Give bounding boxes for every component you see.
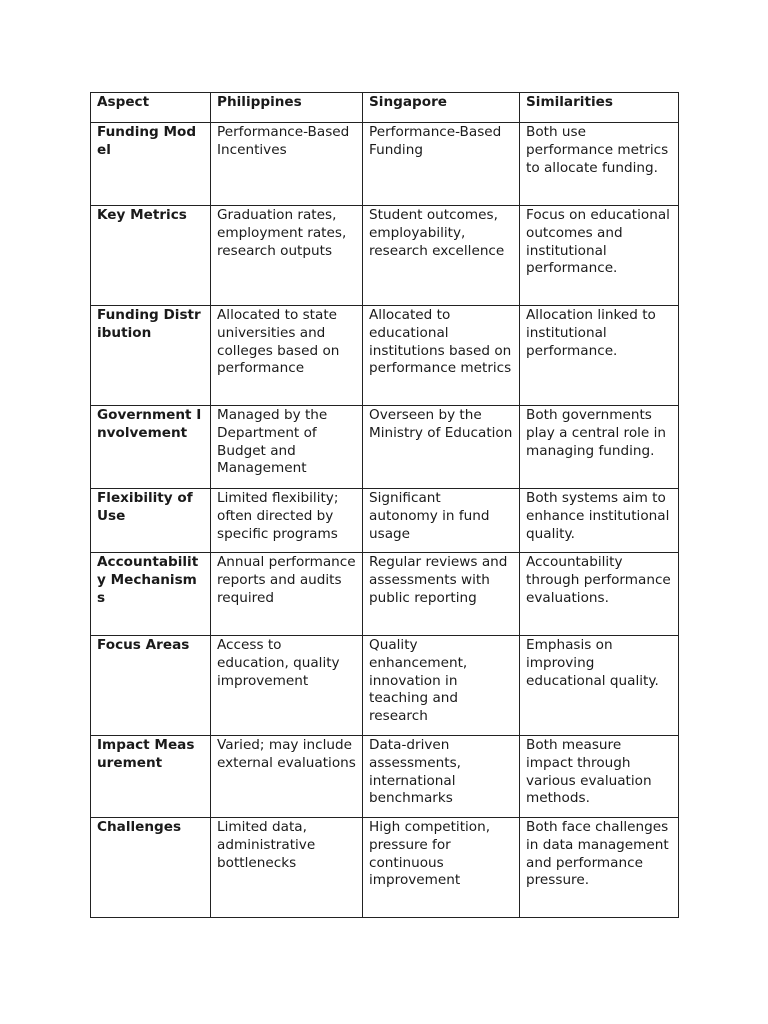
aspect-cell: Government Involvement [91, 406, 211, 489]
table-body [91, 123, 679, 918]
philippines-cell: Performance-Based Incentives [211, 123, 363, 206]
philippines-cell: Annual performance reports and audits required [211, 553, 363, 636]
singapore-cell: Student outcomes, employability, research excellence [363, 206, 520, 306]
header-cell-similarities: Similarities [520, 93, 679, 123]
aspect-cell: Impact Measurement [91, 736, 211, 818]
philippines-cell: Access to education, quality improvement [211, 636, 363, 736]
singapore-cell: Performance-Based Funding [363, 123, 520, 206]
similarities-cell: Both face challenges in data management and performance pressure. [520, 818, 679, 918]
table-row [91, 818, 679, 918]
singapore-cell: Quality enhancement, innovation in teaching and research [363, 636, 520, 736]
singapore-cell: High competition, pressure for continuous improvement [363, 818, 520, 918]
singapore-cell: Data-driven assessments, international benchmarks [363, 736, 520, 818]
similarities-cell: Both use performance metrics to allocate funding. [520, 123, 679, 206]
similarities-cell: Allocation linked to institutional performance. [520, 306, 679, 406]
philippines-cell: Managed by the Department of Budget and Management [211, 406, 363, 489]
philippines-cell: Limited data, administrative bottlenecks [211, 818, 363, 918]
singapore-cell: Regular reviews and assessments with public reporting [363, 553, 520, 636]
philippines-cell: Limited flexibility; often directed by specific programs [211, 489, 363, 553]
header-cell-aspect: Aspect [91, 93, 211, 123]
header-cell-philippines: Philippines [211, 93, 363, 123]
aspect-cell: Funding Distribution [91, 306, 211, 406]
table-row [91, 206, 679, 306]
similarities-cell: Accountability through performance evaluations. [520, 553, 679, 636]
similarities-cell: Both governments play a central role in managing funding. [520, 406, 679, 489]
aspect-cell: Challenges [91, 818, 211, 918]
comparison-table [90, 92, 679, 918]
aspect-cell: Key Metrics [91, 206, 211, 306]
similarities-cell: Focus on educational outcomes and institutional performance. [520, 206, 679, 306]
similarities-cell: Emphasis on improving educational quality. [520, 636, 679, 736]
table-row [91, 306, 679, 406]
philippines-cell: Allocated to state universities and colleges based on performance [211, 306, 363, 406]
aspect-cell: Funding Model [91, 123, 211, 206]
singapore-cell: Overseen by the Ministry of Education [363, 406, 520, 489]
similarities-cell: Both systems aim to enhance institutional quality. [520, 489, 679, 553]
aspect-cell: Focus Areas [91, 636, 211, 736]
singapore-cell: Significant autonomy in fund usage [363, 489, 520, 553]
singapore-cell: Allocated to educational institutions based on performance metrics [363, 306, 520, 406]
table-row [91, 123, 679, 206]
aspect-cell: Flexibility of Use [91, 489, 211, 553]
table-row [91, 553, 679, 636]
aspect-cell: Accountability Mechanisms [91, 553, 211, 636]
table-header [91, 93, 679, 123]
similarities-cell: Both measure impact through various evaluation methods. [520, 736, 679, 818]
philippines-cell: Varied; may include external evaluations [211, 736, 363, 818]
table-row [91, 489, 679, 553]
header-row [91, 93, 679, 123]
philippines-cell: Graduation rates, employment rates, research outputs [211, 206, 363, 306]
header-cell-singapore: Singapore [363, 93, 520, 123]
table-row [91, 406, 679, 489]
table-row [91, 636, 679, 736]
table-row [91, 736, 679, 818]
